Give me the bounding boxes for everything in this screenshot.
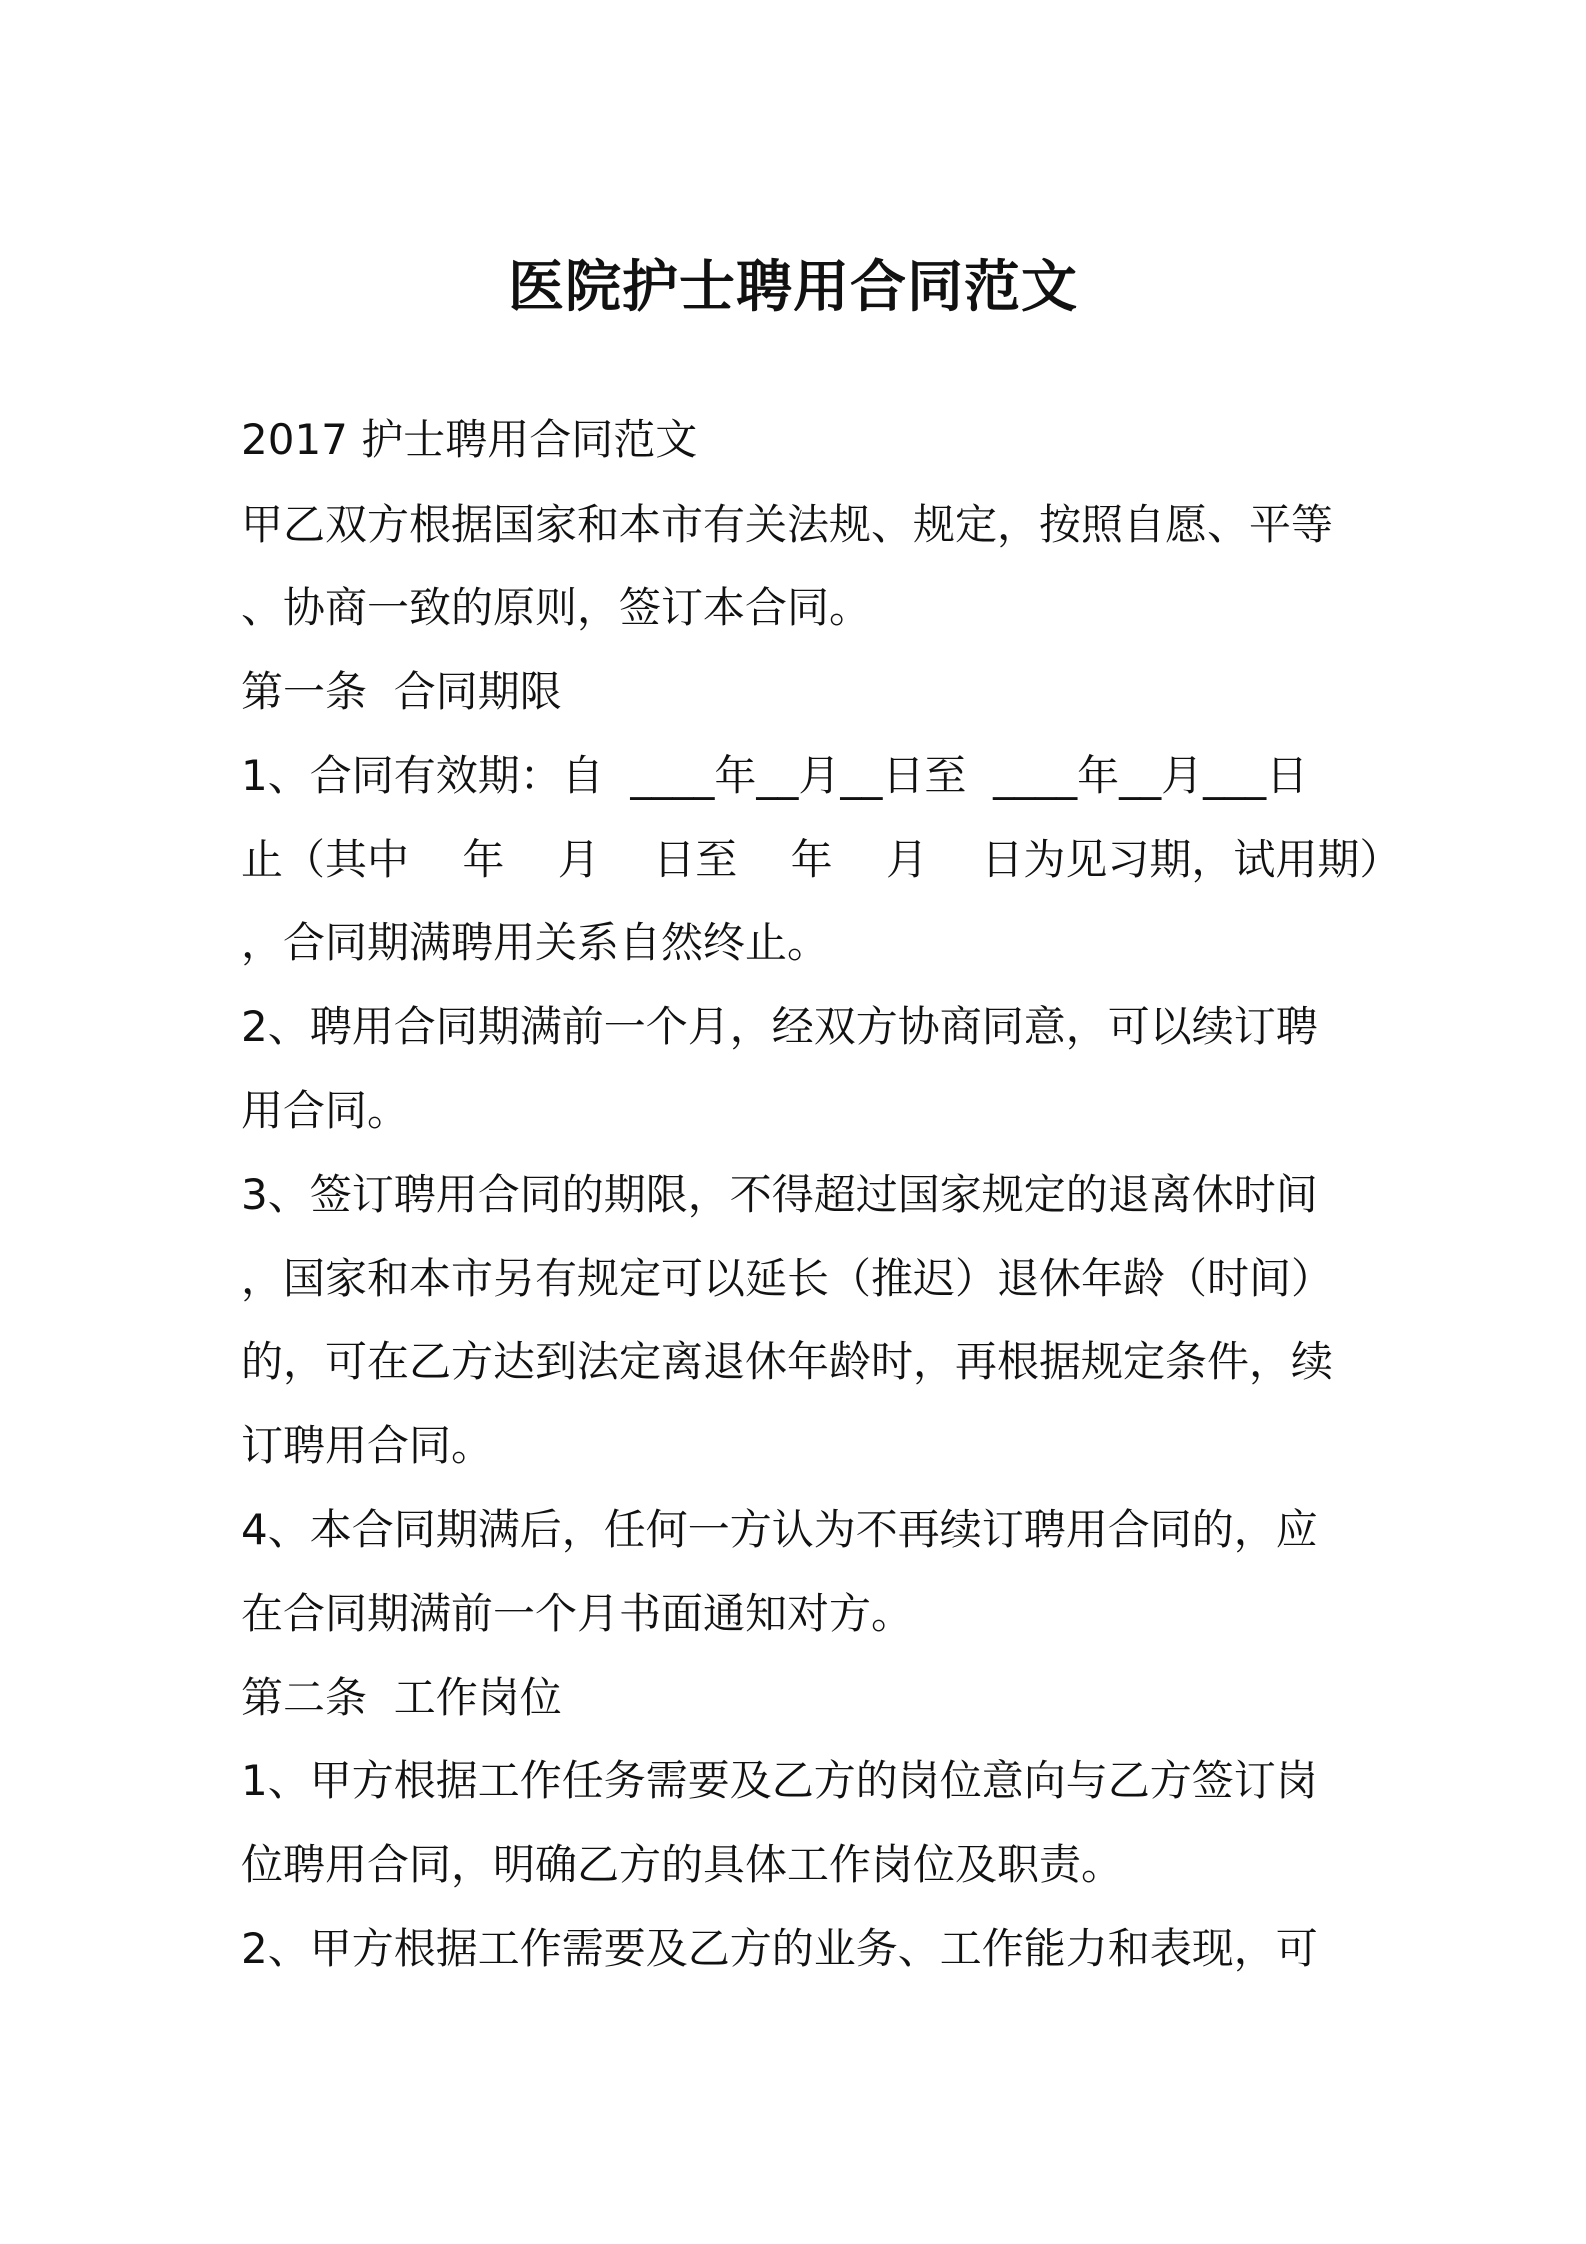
clause-1-2-line-2: 用合同。 [241, 1086, 410, 1135]
clause-2-1-line-2: 位聘用合同，明确乙方的具体工作岗位及职责。 [241, 1840, 1124, 1889]
clause-1-1-line-2: 止（其中 年 月 日至 年 月 日为见习期，试用期） [241, 835, 1402, 884]
document-title: 医院护士聘用合同范文 [508, 255, 1078, 320]
clause-2-1-line-1: 1、甲方根据工作任务需要及乙方的岗位意向与乙方签订岗 [241, 1756, 1318, 1805]
clause-2-2-line-1: 2、甲方根据工作需要及乙方的业务、工作能力和表现，可 [241, 1924, 1318, 1973]
clause-1-3-line-4: 订聘用合同。 [241, 1421, 494, 1470]
subtitle-line: 2017 护士聘用合同范文 [241, 415, 698, 464]
clause-1-4-line-2: 在合同期满前一个月书面通知对方。 [241, 1589, 914, 1638]
clause-1-3-line-2: ，国家和本市另有规定可以延长（推迟）退休年龄（时间） [241, 1254, 1334, 1303]
preamble-line-2: 、协商一致的原则，签订本合同。 [241, 583, 872, 632]
clause-1-1-line-3: ，合同期满聘用关系自然终止。 [241, 918, 830, 967]
clause-1-4-line-1: 4、本合同期满后，任何一方认为不再续订聘用合同的，应 [241, 1505, 1318, 1554]
preamble-line-1: 甲乙双方根据国家和本市有关法规、规定，按照自愿、平等 [241, 500, 1334, 549]
article-2-heading: 第二条 工作岗位 [241, 1673, 562, 1722]
clause-1-3-line-3: 的，可在乙方达到法定离退休年龄时，再根据规定条件，续 [241, 1337, 1334, 1386]
clause-1-3-line-1: 3、签订聘用合同的期限，不得超过国家规定的退离休时间 [241, 1170, 1318, 1219]
clause-1-2-line-1: 2、聘用合同期满前一个月，经双方协商同意，可以续订聘 [241, 1002, 1318, 1051]
article-1-heading: 第一条 合同期限 [241, 667, 562, 716]
clause-1-1-line-1: 1、合同有效期：自 ____年__月__日至 ____年__月___日 [241, 751, 1309, 800]
